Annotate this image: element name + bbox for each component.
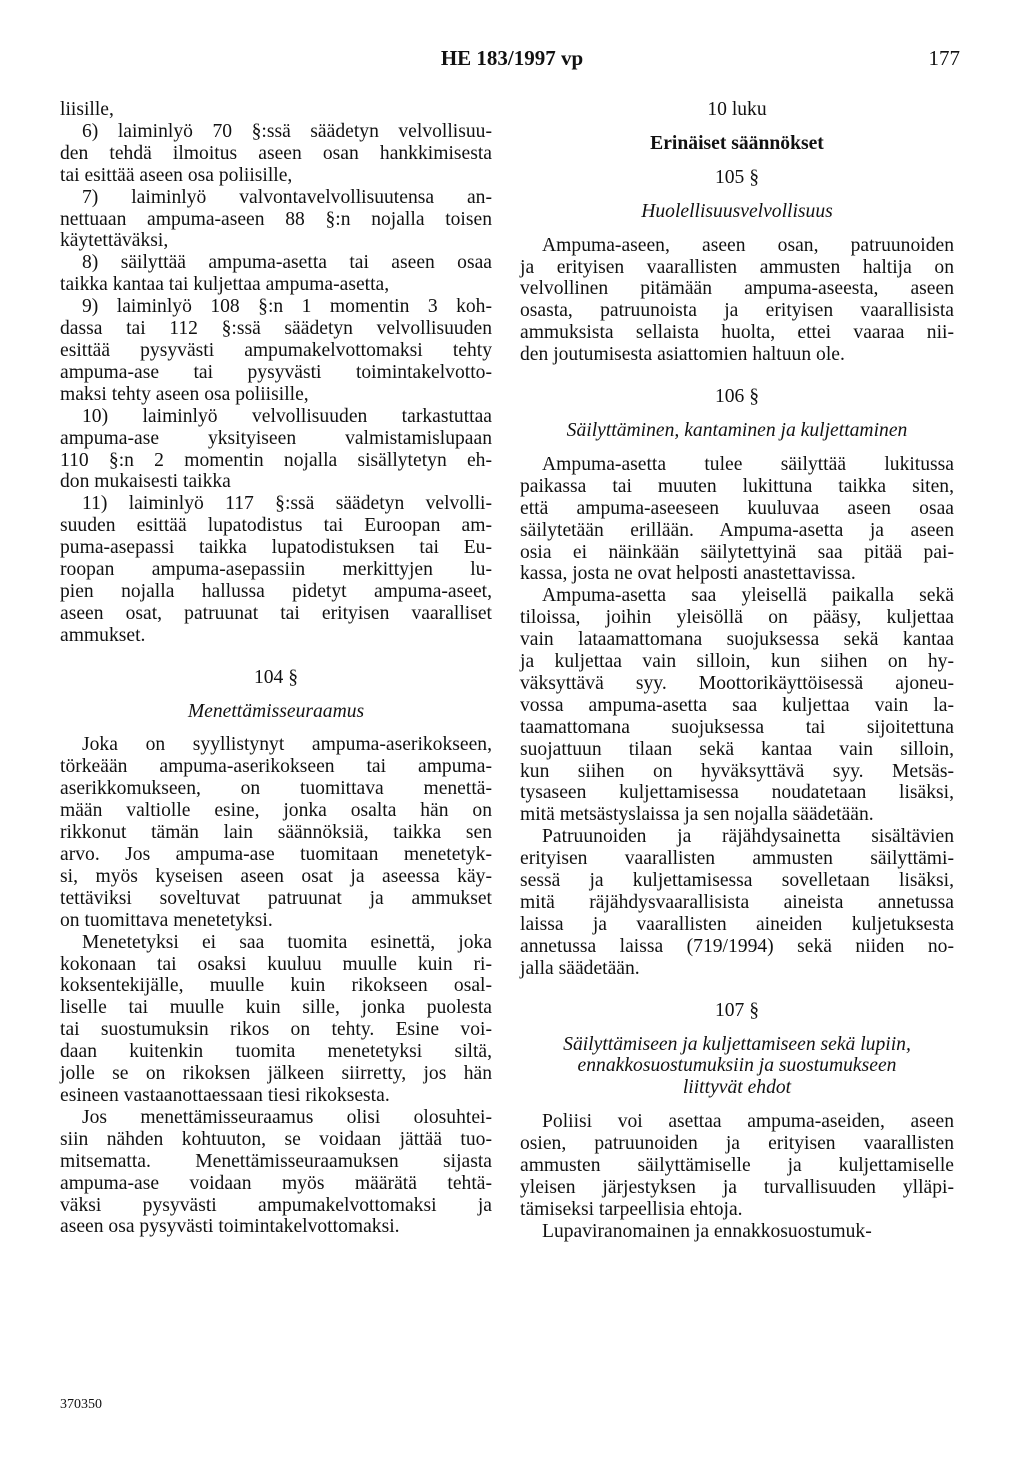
- text-line: 6) laiminlyö 70 §:ssä säädetyn velvollisuu-: [82, 120, 492, 142]
- text-line: vossa ampuma-asetta saa kuljettaa vain la-: [520, 694, 954, 716]
- text-line: daan kuitenkin tuomita menetetyksi siltä,: [60, 1041, 492, 1063]
- text-line: kassa, josta ne ovat helposti anastettavissa.: [520, 563, 856, 585]
- text-line: 11) laiminlyö 117 §:ssä säädetyn velvolli-: [82, 493, 492, 515]
- text-line: ammukset.: [60, 624, 146, 646]
- text-line: don mukaisesti taikka: [60, 471, 231, 493]
- text-line: Ampuma-asetta tulee säilyttää lukitussa: [542, 453, 954, 475]
- section-105-body: [520, 235, 954, 366]
- text-line: tettäviksi soveltuvat patruunat ja ammukset: [60, 887, 492, 909]
- section-104-body: [60, 734, 492, 1238]
- text-line: säilytetään erillään. Ampuma-asetta ja aseen: [520, 519, 954, 541]
- text-line: ammuksista sellaista huolta, ettei vaaraa nii-: [520, 322, 954, 344]
- section-title-line: liittyvät ehdot: [682, 1077, 792, 1099]
- text-line: Patruunoiden ja räjähdysainetta sisältävien: [542, 826, 954, 848]
- text-line: koksentekijälle, muulle kuin rikokseen osal-: [60, 975, 492, 997]
- text-line: puma-asepassi taikka lupatodistuksen tai Eu-: [60, 537, 492, 559]
- text-line: taikka kantaa tai kuljettaa ampuma-asetta,: [60, 274, 390, 296]
- text-line: vain lataamattomana suojuksessa sekä kantaa: [520, 629, 954, 651]
- text-line: erityisen vaarallisten ammusten säilyttämi-: [520, 848, 954, 870]
- section-105-title: Huolellisuusvelvollisuus: [641, 200, 833, 222]
- text-line: Joka on syyllistynyt ampuma-aserikokseen,: [82, 734, 492, 756]
- text-line: osien, patruunoiden ja erityisen vaarallisten: [520, 1133, 954, 1155]
- text-line: pien nojalla hallussa pidetyt ampuma-aseet,: [60, 580, 492, 602]
- text-line: 9) laiminlyö 108 §:n 1 momentin 3 koh-: [82, 296, 492, 318]
- text-line: on tuomittava menetetyksi.: [60, 909, 273, 931]
- right-column: [520, 99, 954, 1243]
- text-line: kun siihen on hyväksyttävä syy. Metsäs-: [520, 760, 954, 782]
- text-line: mitä metsästyslaissa ja sen nojalla säädetään.: [520, 804, 874, 826]
- text-line: jolle se on rikoksen jälkeen siirretty, jos hän: [60, 1063, 492, 1085]
- section-title-line: ennakkosuostumuksiin ja suostumukseen: [577, 1055, 897, 1077]
- text-line: arvo. Jos ampuma-ase tuomitaan menetetyk-: [60, 844, 492, 865]
- text-line: 7) laiminlyö valvontavelvollisuutensa an-: [82, 186, 492, 208]
- chapter-title: Erinäiset säännökset: [650, 132, 824, 154]
- text-line: väksi pysyvästi ampumakelvottomaksi ja: [60, 1194, 492, 1216]
- section-106-number: 106 §: [714, 386, 760, 408]
- text-line: dassa tai 112 §:ssä säädetyn velvollisuuden: [60, 318, 492, 340]
- text-line: Poliisi voi asettaa ampuma-aseiden, aseen: [542, 1111, 954, 1133]
- running-header-title: HE 183/1997 vp: [440, 46, 584, 70]
- text-line: törkeään ampuma-aserikokseen tai ampuma-: [60, 756, 492, 778]
- text-line: den tehdä ilmoitus aseen osan hankkimisesta: [60, 142, 492, 164]
- text-line: suuden esittää lupatodistus tai Euroopan am-: [60, 515, 492, 537]
- text-line: nettuaan ampuma-aseen 88 §:n nojalla toisen: [60, 208, 492, 230]
- text-line: yleisen järjestyksen ja turvallisuuden ylläpi-: [520, 1176, 954, 1198]
- text-line: liselle tai muulle kuin sille, jonka puolesta: [60, 997, 492, 1019]
- section-107-title: [520, 1034, 954, 1100]
- text-line: maksi tehty aseen osa poliisille,: [60, 383, 309, 405]
- left-column: [60, 99, 492, 1238]
- text-line: kokonaan tai osaksi kuuluu muulle kuin ri-: [60, 953, 492, 975]
- section-104-title: Menettämisseuraamus: [187, 700, 365, 722]
- text-line: 10) laiminlyö velvollisuuden tarkastuttaa: [82, 405, 492, 427]
- text-line: jalla säädetään.: [520, 957, 640, 979]
- text-line: liisille,: [60, 99, 114, 120]
- text-line: osasta, patruunoista ja erityisen vaarallisista: [520, 300, 954, 322]
- text-line: velvollinen pitämään ampuma-aseesta, aseen: [520, 278, 954, 300]
- text-line: Lupaviranomainen ja ennakkosuostumuk-: [542, 1220, 872, 1242]
- text-line: mään valtiolle esine, jonka osalta hän on: [60, 800, 492, 822]
- section-107-body: [520, 1111, 954, 1242]
- text-line: aseen osat, patruunat tai erityisen vaaralliset: [60, 602, 492, 624]
- text-line: suojattuun tilaan sekä kantaa vain silloin,: [520, 738, 954, 760]
- text-line: tämiseksi tarpeellisia ehtoja.: [520, 1198, 743, 1220]
- chapter-number: 10 luku: [707, 99, 767, 120]
- text-line: ja erityisen vaarallisten ammusten haltija on: [520, 256, 954, 278]
- text-line: 110 §:n 2 momentin nojalla sisällytetyn eh-: [60, 449, 492, 471]
- text-line: esittää pysyvästi ampumakelvottomaksi tehty: [60, 339, 492, 361]
- text-line: tysaseen kuljettamisessa noudatetaan lisäksi,: [520, 782, 954, 804]
- text-line: tiloissa, joihin yleisöllä on pääsy, kuljettaa: [520, 607, 954, 629]
- section-106-title: Säilyttäminen, kantaminen ja kuljettaminen: [566, 419, 908, 441]
- text-line: tai esittää aseen osa poliisille,: [60, 164, 293, 186]
- text-line: käytettäväksi,: [60, 230, 169, 252]
- section-107-number: 107 §: [714, 999, 760, 1021]
- text-line: esineen vastaanottaessaan tiesi rikoksesta.: [60, 1084, 390, 1106]
- text-line: ampuma-ase voidaan myös määrätä tehtä-: [60, 1172, 492, 1194]
- text-line: laissa ja vaarallisten aineiden kuljetuksesta: [520, 913, 954, 935]
- section-104-number: 104 §: [253, 666, 299, 688]
- text-line: Ampuma-aseen, aseen osan, patruunoiden: [542, 234, 954, 256]
- text-line: osia ei näinkään säilytettyinä saa pitää pai-: [520, 541, 954, 563]
- text-line: sessä ja kuljettamisessa sovelletaan lisäksi,: [520, 870, 954, 892]
- section-105-number: 105 §: [714, 166, 760, 188]
- text-line: siin nähden kohtuuton, se voidaan jättää tuo-: [60, 1128, 492, 1150]
- text-line: Menetetyksi ei saa tuomita esinettä, joka: [82, 931, 492, 953]
- page-number: 177: [928, 46, 960, 70]
- text-line: mitsematta. Menettämisseuraamuksen sijasta: [60, 1150, 492, 1172]
- text-line: paikassa tai muuten lukittuna taikka siten,: [520, 475, 954, 497]
- text-line: ammusten säilyttämiselle ja kuljettamiselle: [520, 1155, 954, 1177]
- text-line: mitä räjähdysvaarallisista aineista annetussa: [520, 892, 954, 913]
- text-line: roopan ampuma-asepassiin merkittyjen lu-: [60, 559, 492, 581]
- text-line: taamattomana suojuksessa tai sijoitettuna: [520, 716, 954, 738]
- text-line: ja kuljettaa vain silloin, kun siihen on hy-: [520, 651, 954, 673]
- text-line: että ampuma-aseeseen kuuluvaa aseen osaa: [520, 497, 954, 519]
- text-line: aserikkomukseen, on tuomittava menettä-: [60, 778, 492, 800]
- text-line: si, myös kyseisen aseen osat ja aseessa käy-: [60, 865, 492, 887]
- text-line: den joutumisesta asiattomien haltuun ole.: [520, 344, 845, 366]
- text-line: ampuma-ase yksityiseen valmistamislupaan: [60, 427, 492, 449]
- section-title-line: Säilyttämiseen ja kuljettamiseen sekä lupiin,: [563, 1033, 911, 1055]
- text-line: Ampuma-asetta saa yleisellä paikalla sekä: [542, 585, 954, 607]
- text-line: tai suostumuksin rikos on tehty. Esine voi-: [60, 1019, 492, 1041]
- text-line: rikkonut tämän lain säännöksiä, taikka sen: [60, 822, 492, 844]
- text-line: ampuma-ase tai pysyvästi toimintakelvotto-: [60, 361, 492, 383]
- text-line: 8) säilyttää ampuma-asetta tai aseen osaa: [82, 252, 492, 274]
- section-106-body: [520, 454, 954, 980]
- left-list-block: [60, 99, 492, 647]
- text-line: aseen osa pysyvästi toimintakelvottomaksi.: [60, 1216, 400, 1238]
- text-line: väksyttävä syy. Moottorikäyttöisessä ajoneu-: [520, 672, 954, 694]
- footer-code: 370350: [60, 1397, 102, 1412]
- text-line: Jos menettämisseuraamus olisi olosuhtei-: [82, 1106, 492, 1128]
- text-line: annetussa laissa (719/1994) sekä niiden no-: [520, 935, 954, 957]
